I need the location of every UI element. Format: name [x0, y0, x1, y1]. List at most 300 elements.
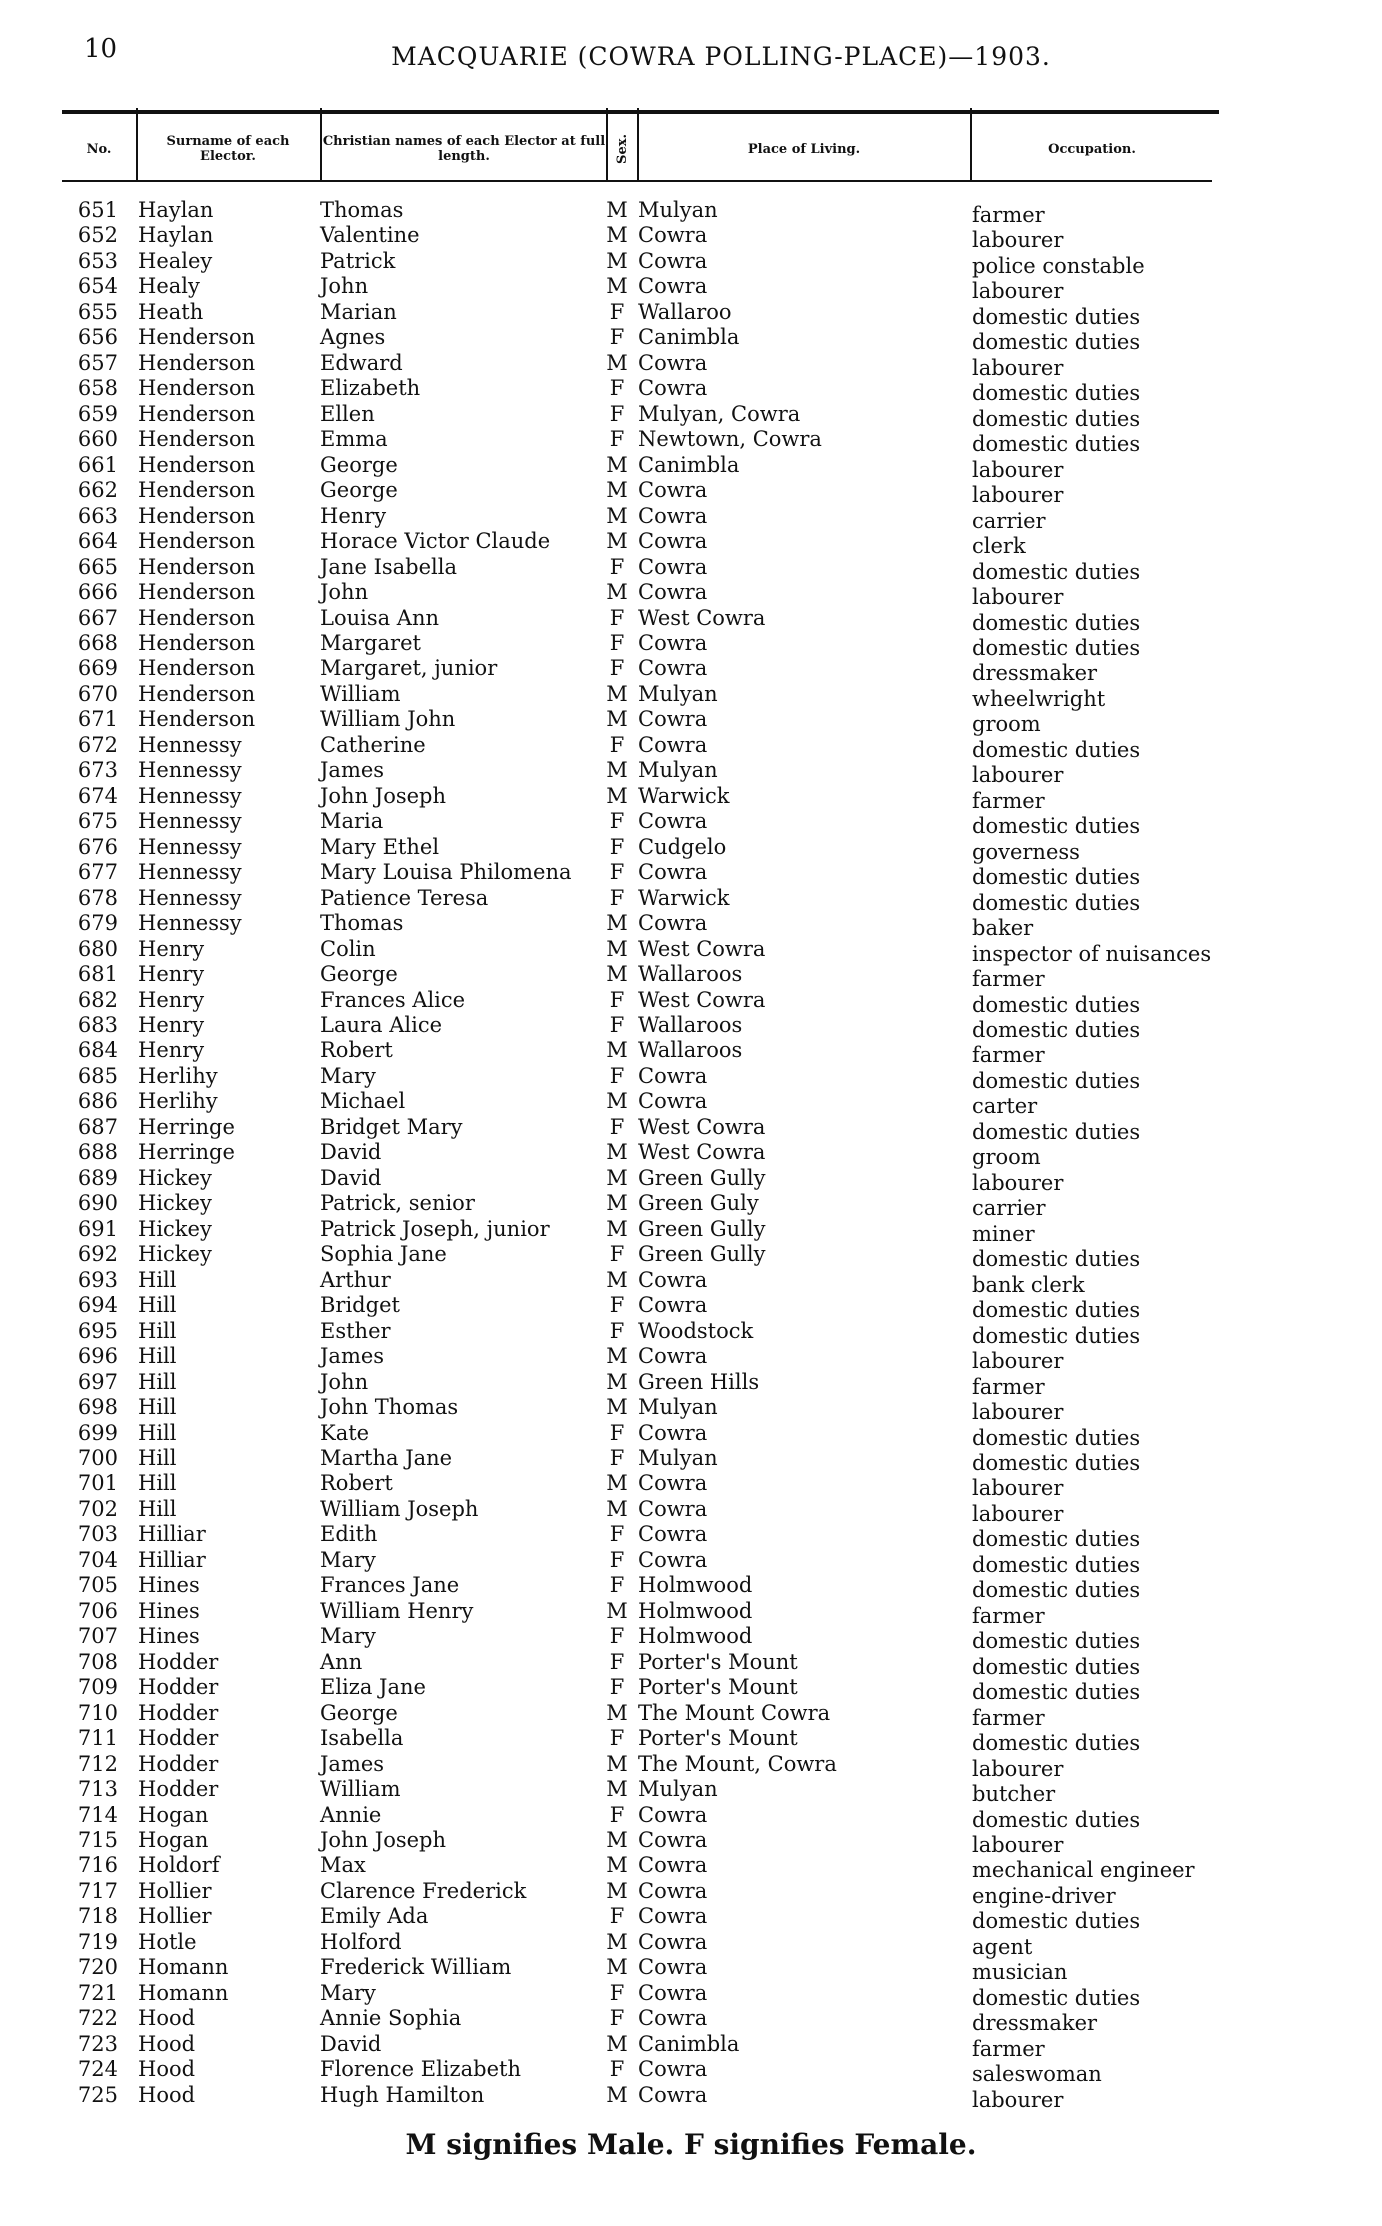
elector-number: 672: [77, 732, 118, 757]
elector-occupation: engine-driver: [972, 1883, 1116, 1908]
elector-place: Cowra: [638, 2057, 708, 2082]
header-sex-cell: [608, 118, 636, 180]
elector-occupation: domestic duties: [972, 1323, 1141, 1348]
elector-surname: Hood: [138, 2082, 196, 2107]
table-row: [62, 554, 1212, 584]
table-row: [62, 1700, 1212, 1730]
elector-sex: M: [606, 529, 628, 554]
table-row: [62, 1828, 1212, 1857]
elector-occupation: carrier: [972, 508, 1046, 533]
table-row: [62, 681, 1212, 711]
elector-christian-names: Louisa Ann: [320, 605, 440, 630]
elector-place: Porter's Mount: [638, 1675, 798, 1700]
elector-number: 687: [77, 1114, 118, 1139]
elector-sex: M: [606, 911, 628, 936]
elector-number: 713: [77, 1777, 118, 1802]
elector-sex: M: [606, 274, 628, 299]
elector-surname: Henderson: [138, 707, 256, 732]
elector-surname: Henderson: [138, 376, 256, 401]
elector-number: 702: [77, 1496, 118, 1521]
table-row: [62, 834, 1212, 864]
elector-christian-names: James: [320, 758, 385, 783]
elector-sex: M: [606, 707, 628, 732]
elector-place: Mulyan: [638, 198, 718, 222]
elector-christian-names: William: [320, 1777, 401, 1802]
elector-surname: Henry: [138, 1013, 205, 1037]
elector-sex: F: [609, 1726, 625, 1751]
elector-occupation: butcher: [972, 1782, 1056, 1807]
elector-sex: M: [606, 758, 628, 783]
table-row: [62, 656, 1212, 686]
elector-surname: Hill: [138, 1267, 177, 1292]
elector-christian-names: George: [320, 452, 398, 477]
elector-christian-names: Frances Jane: [320, 1573, 460, 1598]
elector-sex: F: [609, 427, 625, 452]
table-row: [62, 248, 1212, 278]
elector-sex: M: [606, 783, 628, 808]
table-row: [62, 1955, 1212, 1985]
elector-surname: Hennessy: [138, 758, 242, 783]
elector-surname: Hood: [138, 2006, 196, 2031]
table-row: [62, 630, 1212, 660]
elector-occupation: saleswoman: [972, 2062, 1102, 2087]
table-row: [62, 732, 1212, 762]
elector-place: Cowra: [638, 1955, 708, 1980]
elector-number: 671: [77, 707, 118, 732]
elector-sex: M: [606, 1089, 628, 1114]
table-row: [62, 1649, 1212, 1679]
elector-christian-names: Annie: [320, 1802, 382, 1827]
elector-sex: M: [606, 198, 628, 222]
elector-christian-names: David: [320, 1140, 382, 1165]
table-row: [62, 325, 1212, 355]
elector-christian-names: Michael: [320, 1089, 406, 1114]
elector-place: Holmwood: [638, 1598, 753, 1623]
elector-place: Mulyan: [638, 758, 718, 783]
elector-place: Green Gully: [638, 1216, 766, 1241]
elector-occupation: bank clerk: [972, 1272, 1085, 1297]
elector-place: Holmwood: [638, 1624, 753, 1649]
elector-sex: M: [606, 580, 628, 605]
elector-sex: F: [609, 1013, 625, 1037]
elector-occupation: domestic duties: [972, 1527, 1141, 1552]
elector-occupation: domestic duties: [972, 559, 1141, 584]
elector-christian-names: Emily Ada: [320, 1904, 429, 1929]
elector-place: Newtown, Cowra: [638, 427, 822, 452]
elector-surname: Hill: [138, 1395, 177, 1420]
elector-occupation: domestic duties: [972, 1578, 1141, 1603]
elector-surname: Herringe: [138, 1114, 235, 1139]
elector-occupation: domestic duties: [972, 1068, 1141, 1093]
elector-number: 689: [77, 1165, 118, 1190]
table-row: [62, 2006, 1212, 2036]
elector-number: 673: [77, 758, 118, 783]
elector-number: 695: [77, 1318, 118, 1343]
table-row: [62, 758, 1212, 788]
table-row: [62, 962, 1212, 992]
elector-number: 694: [77, 1293, 118, 1318]
elector-occupation: domestic duties: [972, 1425, 1141, 1450]
elector-place: Cowra: [638, 478, 708, 503]
elector-christian-names: David: [320, 1165, 382, 1190]
elector-number: 716: [77, 1853, 118, 1878]
elector-christian-names: Martha Jane: [320, 1445, 453, 1470]
elector-sex: M: [606, 1216, 628, 1241]
table-row: [62, 1191, 1212, 1221]
elector-place: Green Hills: [638, 1369, 760, 1394]
elector-number: 679: [77, 911, 118, 936]
elector-surname: Hickey: [138, 1165, 212, 1190]
elector-surname: Henderson: [138, 478, 256, 503]
elector-christian-names: Bridget: [320, 1293, 400, 1318]
elector-sex: F: [609, 1624, 625, 1649]
elector-christian-names: George: [320, 478, 398, 503]
elector-christian-names: William Henry: [320, 1598, 474, 1623]
elector-number: 662: [77, 478, 118, 503]
elector-surname: Hodder: [138, 1751, 219, 1776]
elector-occupation: domestic duties: [972, 737, 1141, 762]
elector-occupation: domestic duties: [972, 1247, 1141, 1272]
elector-place: Porter's Mount: [638, 1726, 798, 1751]
elector-number: 722: [77, 2006, 118, 2031]
elector-christian-names: Horace Victor Claude: [320, 529, 551, 554]
elector-surname: Hennessy: [138, 732, 242, 757]
elector-surname: Healy: [138, 274, 200, 299]
elector-place: Porter's Mount: [638, 1649, 798, 1674]
elector-occupation: domestic duties: [972, 890, 1141, 915]
elector-sex: M: [606, 1878, 628, 1903]
elector-place: The Mount Cowra: [638, 1700, 831, 1725]
elector-occupation: labourer: [972, 1756, 1064, 1781]
elector-place: Cowra: [638, 809, 708, 834]
elector-number: 684: [77, 1038, 118, 1063]
table-row: [62, 885, 1212, 915]
elector-occupation: farmer: [972, 1705, 1045, 1730]
elector-sex: M: [606, 936, 628, 961]
elector-christian-names: John Joseph: [320, 1828, 447, 1852]
elector-christian-names: Valentine: [320, 223, 420, 248]
elector-number: 712: [77, 1751, 118, 1776]
elector-number: 666: [77, 580, 118, 605]
elector-number: 725: [77, 2082, 118, 2107]
elector-number: 724: [77, 2057, 118, 2082]
elector-occupation: dressmaker: [972, 661, 1098, 686]
table-row: [62, 1140, 1212, 1170]
elector-surname: Hilliar: [138, 1547, 206, 1572]
table-row: [62, 1878, 1212, 1908]
elector-number: 675: [77, 809, 118, 834]
elector-occupation: musician: [972, 1960, 1068, 1985]
elector-number: 720: [77, 1955, 118, 1980]
elector-occupation: domestic duties: [972, 1629, 1141, 1654]
elector-sex: M: [606, 1598, 628, 1623]
elector-occupation: domestic duties: [972, 381, 1141, 406]
elector-number: 651: [77, 198, 118, 222]
elector-place: Cowra: [638, 248, 708, 273]
elector-number: 683: [77, 1013, 118, 1037]
elector-sex: F: [609, 376, 625, 401]
elector-christian-names: Robert: [320, 1038, 393, 1063]
elector-number: 700: [77, 1445, 118, 1470]
elector-occupation: labourer: [972, 2087, 1064, 2112]
table-header-rule: [62, 180, 1212, 182]
elector-place: Cowra: [638, 1089, 708, 1114]
elector-christian-names: Maria: [320, 809, 384, 834]
table-row: [62, 1573, 1212, 1603]
elector-surname: Hill: [138, 1318, 177, 1343]
elector-occupation: domestic duties: [972, 406, 1141, 431]
elector-surname: Heath: [138, 299, 204, 324]
elector-sex: M: [606, 1369, 628, 1394]
elector-place: Cowra: [638, 1471, 708, 1496]
elector-sex: M: [606, 223, 628, 248]
elector-number: 721: [77, 1980, 118, 2005]
elector-christian-names: Laura Alice: [320, 1013, 443, 1037]
elector-christian-names: Esther: [320, 1318, 391, 1343]
elector-christian-names: Annie Sophia: [320, 2006, 462, 2031]
elector-occupation: domestic duties: [972, 330, 1141, 355]
elector-number: 717: [77, 1878, 118, 1903]
elector-christian-names: Isabella: [320, 1726, 404, 1751]
elector-surname: Henderson: [138, 401, 256, 426]
elector-sex: M: [606, 478, 628, 503]
elector-occupation: labourer: [972, 585, 1064, 610]
elector-place: Green Gully: [638, 1165, 766, 1190]
table-row: [62, 1496, 1212, 1526]
elector-occupation: baker: [972, 916, 1034, 941]
elector-place: Cowra: [638, 1878, 708, 1903]
elector-occupation: labourer: [972, 228, 1064, 253]
elector-sex: F: [609, 2057, 625, 2082]
elector-place: Cowra: [638, 1904, 708, 1929]
elector-number: 719: [77, 1929, 118, 1954]
elector-place: Cowra: [638, 350, 708, 375]
elector-surname: Hilliar: [138, 1522, 206, 1547]
elector-christian-names: Holford: [320, 1929, 402, 1954]
elector-number: 657: [77, 350, 118, 375]
elector-christian-names: Arthur: [320, 1267, 391, 1292]
elector-sex: M: [606, 1777, 628, 1802]
elector-christian-names: Edith: [320, 1522, 378, 1547]
elector-sex: F: [609, 1573, 625, 1598]
elector-place: Wallaroos: [638, 1038, 743, 1063]
table-row: [62, 1522, 1212, 1552]
table-row: [62, 860, 1212, 890]
table-row: [62, 1853, 1212, 1883]
table-row: [62, 1293, 1212, 1323]
elector-occupation: labourer: [972, 1476, 1064, 1501]
elector-surname: Hill: [138, 1445, 177, 1470]
elector-place: Cowra: [638, 2082, 708, 2107]
elector-surname: Hodder: [138, 1675, 219, 1700]
elector-number: 714: [77, 1802, 118, 1827]
elector-surname: Henry: [138, 1038, 205, 1063]
header-no: No.: [86, 141, 112, 157]
elector-christian-names: William John: [320, 707, 456, 732]
elector-number: 676: [77, 834, 118, 859]
elector-surname: Hill: [138, 1293, 177, 1318]
table-row: [62, 911, 1212, 941]
elector-surname: Hodder: [138, 1649, 219, 1674]
elector-number: 698: [77, 1395, 118, 1420]
elector-christian-names: Patience Teresa: [320, 885, 489, 910]
elector-surname: Henderson: [138, 503, 256, 528]
elector-surname: Hodder: [138, 1777, 219, 1802]
elector-occupation: groom: [972, 1145, 1041, 1170]
electors-table: [62, 198, 1212, 2112]
elector-occupation: domestic duties: [972, 865, 1141, 890]
elector-place: Canimbla: [638, 325, 740, 350]
elector-number: 663: [77, 503, 118, 528]
elector-sex: M: [606, 1471, 628, 1496]
elector-christian-names: Sophia Jane: [320, 1242, 447, 1267]
elector-number: 659: [77, 401, 118, 426]
elector-occupation: governess: [972, 839, 1080, 864]
elector-number: 686: [77, 1089, 118, 1114]
elector-surname: Hogan: [138, 1828, 209, 1852]
elector-occupation: groom: [972, 712, 1041, 737]
elector-sex: M: [606, 1700, 628, 1725]
elector-christian-names: Patrick, senior: [320, 1191, 475, 1216]
header-place: Place of Living.: [747, 141, 861, 157]
page-title: MACQUARIE (COWRA POLLING-PLACE)—1903.: [391, 42, 1051, 71]
elector-sex: M: [606, 1344, 628, 1369]
elector-christian-names: Mary: [320, 1547, 376, 1572]
elector-occupation: police constable: [972, 253, 1145, 278]
table-row: [62, 478, 1212, 508]
elector-sex: F: [609, 1649, 625, 1674]
elector-surname: Hennessy: [138, 860, 242, 885]
elector-sex: M: [606, 1038, 628, 1063]
elector-place: Mulyan: [638, 1395, 718, 1420]
elector-number: 660: [77, 427, 118, 452]
elector-christian-names: Colin: [320, 936, 376, 961]
elector-surname: Hodder: [138, 1700, 219, 1725]
elector-sex: M: [606, 1191, 628, 1216]
elector-surname: Hennessy: [138, 783, 242, 808]
elector-place: Cudgelo: [638, 834, 727, 859]
elector-place: Cowra: [638, 503, 708, 528]
elector-place: Mulyan, Cowra: [638, 401, 801, 426]
elector-place: Wallaroo: [638, 299, 732, 324]
elector-surname: Hollier: [138, 1878, 212, 1903]
elector-occupation: labourer: [972, 1400, 1064, 1425]
elector-place: Wallaroos: [638, 1013, 743, 1037]
elector-number: 655: [77, 299, 118, 324]
elector-sex: F: [609, 732, 625, 757]
elector-surname: Henderson: [138, 554, 256, 579]
elector-christian-names: John: [320, 274, 369, 299]
elector-place: Holmwood: [638, 1573, 753, 1598]
elector-sex: F: [609, 1114, 625, 1139]
elector-surname: Hogan: [138, 1802, 209, 1827]
elector-christian-names: Edward: [320, 350, 403, 375]
elector-number: 692: [77, 1242, 118, 1267]
elector-number: 652: [77, 223, 118, 248]
elector-sex: F: [609, 885, 625, 910]
elector-occupation: domestic duties: [972, 1909, 1141, 1934]
table-row: [62, 503, 1212, 533]
elector-occupation: farmer: [972, 967, 1045, 992]
elector-occupation: labourer: [972, 1833, 1064, 1857]
elector-surname: Hill: [138, 1344, 177, 1369]
elector-christian-names: Margaret: [320, 630, 421, 655]
elector-christian-names: Patrick: [320, 248, 396, 273]
elector-occupation: labourer: [972, 1349, 1064, 1374]
elector-number: 667: [77, 605, 118, 630]
elector-surname: Haylan: [138, 198, 214, 222]
elector-place: Cowra: [638, 911, 708, 936]
elector-occupation: domestic duties: [972, 1552, 1141, 1577]
elector-place: The Mount, Cowra: [638, 1751, 837, 1776]
elector-number: 696: [77, 1344, 118, 1369]
elector-sex: M: [606, 1496, 628, 1521]
elector-place: Cowra: [638, 1980, 708, 2005]
elector-christian-names: Patrick Joseph, junior: [320, 1216, 550, 1241]
elector-occupation: domestic duties: [972, 814, 1141, 839]
table-row: [62, 1547, 1212, 1577]
elector-surname: Hines: [138, 1573, 200, 1598]
elector-surname: Holdorf: [138, 1853, 220, 1878]
elector-surname: Hill: [138, 1471, 177, 1496]
elector-place: West Cowra: [638, 936, 766, 961]
elector-christian-names: Thomas: [320, 198, 404, 222]
elector-place: Cowra: [638, 1929, 708, 1954]
elector-christian-names: Marian: [320, 299, 397, 324]
table-row: [62, 1165, 1212, 1195]
elector-number: 669: [77, 656, 118, 681]
elector-sex: M: [606, 1828, 628, 1852]
elector-sex: F: [609, 1063, 625, 1088]
elector-surname: Homann: [138, 1980, 229, 2005]
elector-place: Mulyan: [638, 681, 718, 706]
elector-occupation: labourer: [972, 457, 1064, 482]
table-row: [62, 809, 1212, 839]
elector-sex: M: [606, 350, 628, 375]
elector-sex: F: [609, 1980, 625, 2005]
elector-place: Wallaroos: [638, 962, 743, 987]
elector-number: 690: [77, 1191, 118, 1216]
elector-place: Cowra: [638, 1063, 708, 1088]
elector-occupation: domestic duties: [972, 1807, 1141, 1832]
elector-number: 665: [77, 554, 118, 579]
elector-sex: M: [606, 1955, 628, 1980]
elector-place: West Cowra: [638, 987, 766, 1012]
elector-surname: Haylan: [138, 223, 214, 248]
elector-place: Cowra: [638, 1293, 708, 1318]
elector-surname: Henderson: [138, 529, 256, 554]
elector-sex: M: [606, 1267, 628, 1292]
elector-place: Cowra: [638, 274, 708, 299]
elector-place: West Cowra: [638, 1114, 766, 1139]
elector-sex: F: [609, 1675, 625, 1700]
elector-surname: Hines: [138, 1624, 200, 1649]
elector-number: 653: [77, 248, 118, 273]
elector-occupation: domestic duties: [972, 304, 1141, 329]
elector-surname: Henderson: [138, 656, 256, 681]
elector-surname: Hill: [138, 1369, 177, 1394]
elector-place: Cowra: [638, 223, 708, 248]
elector-sex: M: [606, 452, 628, 477]
elector-christian-names: George: [320, 962, 398, 987]
elector-occupation: domestic duties: [972, 992, 1141, 1017]
elector-place: Mulyan: [638, 1777, 718, 1802]
elector-occupation: farmer: [972, 1603, 1045, 1628]
elector-christian-names: William Joseph: [320, 1496, 479, 1521]
elector-number: 682: [77, 987, 118, 1012]
elector-surname: Hennessy: [138, 911, 242, 936]
elector-surname: Hotle: [138, 1929, 197, 1954]
